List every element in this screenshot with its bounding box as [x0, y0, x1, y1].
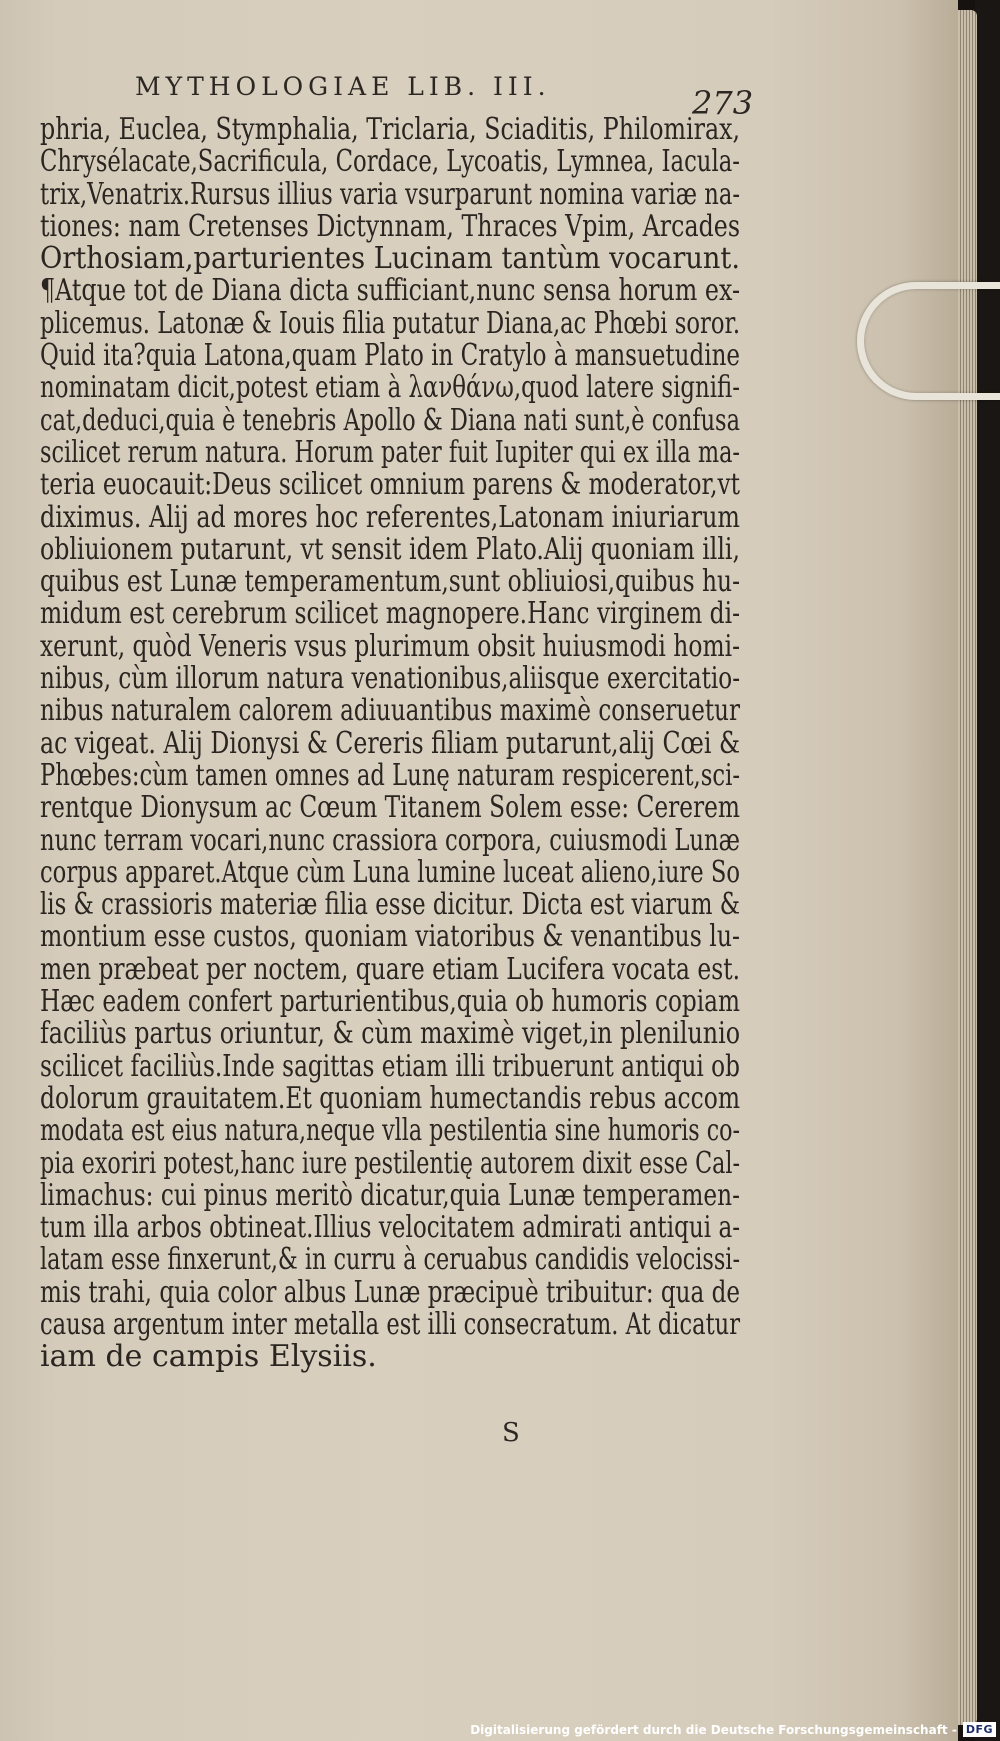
text-line: Quid ita?quia Latona,quam Plato in Cratylo à mansuetudine — [40, 338, 741, 374]
text-line: phria, Euclea, Stymphalia, Triclaria, Sciaditis, Philomirax, — [40, 112, 741, 147]
text-line: lis & crassioris materiæ filia esse dicitur. Dicta est viarum & — [40, 887, 741, 923]
text-line: ac vigeat. Alij Dionysi & Cereris filiam putarunt,alij Cœi & — [40, 725, 740, 761]
text-line: trix,Venatrix.Rursus illius varia vsurparunt nomina variæ na- — [40, 176, 741, 212]
body-text — [40, 114, 740, 1374]
text-line: tiones: nam Cretenses Dictynnam, Thraces Vpim, Arcades — [40, 208, 741, 244]
text-line: ¶Atque tot de Diana dicta sufficiant,nunc sensa horum ex- — [40, 273, 740, 309]
text-line: rentque Dionysum ac Cœum Titanem Solem esse: Cererem — [40, 790, 741, 826]
text-line: quibus est Lunæ temperamentum,sunt obliuiosi,quibus hu- — [40, 564, 740, 600]
text-line: teria euocauit:Deus scilicet omnium parens & moderator,vt — [40, 467, 740, 503]
page-number: 273 — [692, 84, 754, 122]
text-line: diximus. Alij ad mores hoc referentes,Latonam iniuriarum — [40, 499, 740, 535]
paper-clip-bookmark — [857, 282, 1000, 400]
text-line: men præbeat per noctem, quare etiam Lucifera vocata est. — [40, 951, 741, 987]
text-line: scilicet rerum natura. Horum pater fuit Iupiter qui ex illa ma- — [40, 434, 741, 470]
text-line: Phœbes:cùm tamen omnes ad Lunę naturam respicerent,sci- — [40, 757, 741, 793]
text-line: causa argentum inter metalla est illi consecratum. At dicatur — [40, 1306, 741, 1342]
text-line: plicemus. Latonæ & Iouis filia putatur Diana,ac Phœbi soror. — [40, 305, 741, 341]
dfg-logo: DFG — [963, 1722, 996, 1737]
text-line: cat,deduci,quia è tenebris Apollo & Diana nati sunt,è confusa — [40, 402, 740, 438]
text-line: dolorum grauitatem.Et quoniam humectandis rebus accom — [40, 1080, 741, 1116]
page-stack-edges — [955, 10, 977, 1725]
text-line: scilicet faciliùs.Inde sagittas etiam illi tribuerunt antiqui ob — [40, 1048, 740, 1084]
text-line: midum est cerebrum scilicet magnopere.Hanc virginem di- — [40, 596, 741, 632]
text-line: nominatam dicit,potest etiam à λανθάνω,quod latere signifi- — [40, 370, 740, 406]
text-line: xerunt, quòd Veneris vsus plurimum obsit huiusmodi homi- — [40, 628, 740, 664]
text-line: Orthosiam,parturientes Lucinam tantùm vocarunt. — [40, 241, 741, 277]
signature-mark: S — [502, 1418, 520, 1448]
text-line: tum illa arbos obtineat.Illius velocitatem admirati antiqui a- — [40, 1210, 741, 1246]
text-line: obliuionem putarunt, vt sensit idem Plato.Alij quoniam illi, — [40, 531, 740, 567]
text-line: pia exoriri potest,hanc iure pestilentię autorem dixit esse Cal- — [40, 1145, 741, 1181]
digitization-credit — [470, 1722, 996, 1737]
text-line: faciliùs partus oriuntur, & cùm maximè viget,in plenilunio — [40, 1016, 741, 1052]
text-line: iam de campis Elysiis. — [40, 1339, 377, 1375]
text-line: limachus: cui pinus meritò dicatur,quia Lunæ temperamen- — [40, 1177, 741, 1213]
text-line: nunc terram vocari,nunc crassiora corpora, cuiusmodi Lunæ — [40, 822, 740, 858]
book-edge-shadow — [975, 0, 1000, 1741]
text-line: nibus, cùm illorum natura venationibus,aliisque exercitatio- — [40, 661, 741, 697]
credit-text: Digitalisierung gefördert durch die Deutsche Forschungsgemeinschaft - — [470, 1722, 957, 1737]
text-line: modata est eius natura,neque vlla pestilentia sine humoris co- — [40, 1113, 741, 1149]
text-line: montium esse custos, quoniam viatoribus & venantibus lu- — [40, 919, 740, 955]
text-line: latam esse finxerunt,& in curru à ceruabus candidis velocissi- — [40, 1242, 740, 1278]
text-line: corpus apparet.Atque cùm Luna lumine luceat alieno,iure So — [40, 854, 741, 890]
text-line: nibus naturalem calorem adiuuantibus maximè conseruetur — [40, 693, 740, 729]
text-line: mis trahi, quia color albus Lunæ præcipuè tribuitur: qua de — [40, 1274, 741, 1310]
running-title: MYTHOLOGIAE LIB. III. — [135, 72, 551, 101]
text-line: Chrysélacate,Sacrificula, Cordace, Lycoatis, Lymnea, Iacula- — [40, 144, 740, 180]
text-line: Hæc eadem confert parturientibus,quia ob humoris copiam — [40, 984, 740, 1020]
